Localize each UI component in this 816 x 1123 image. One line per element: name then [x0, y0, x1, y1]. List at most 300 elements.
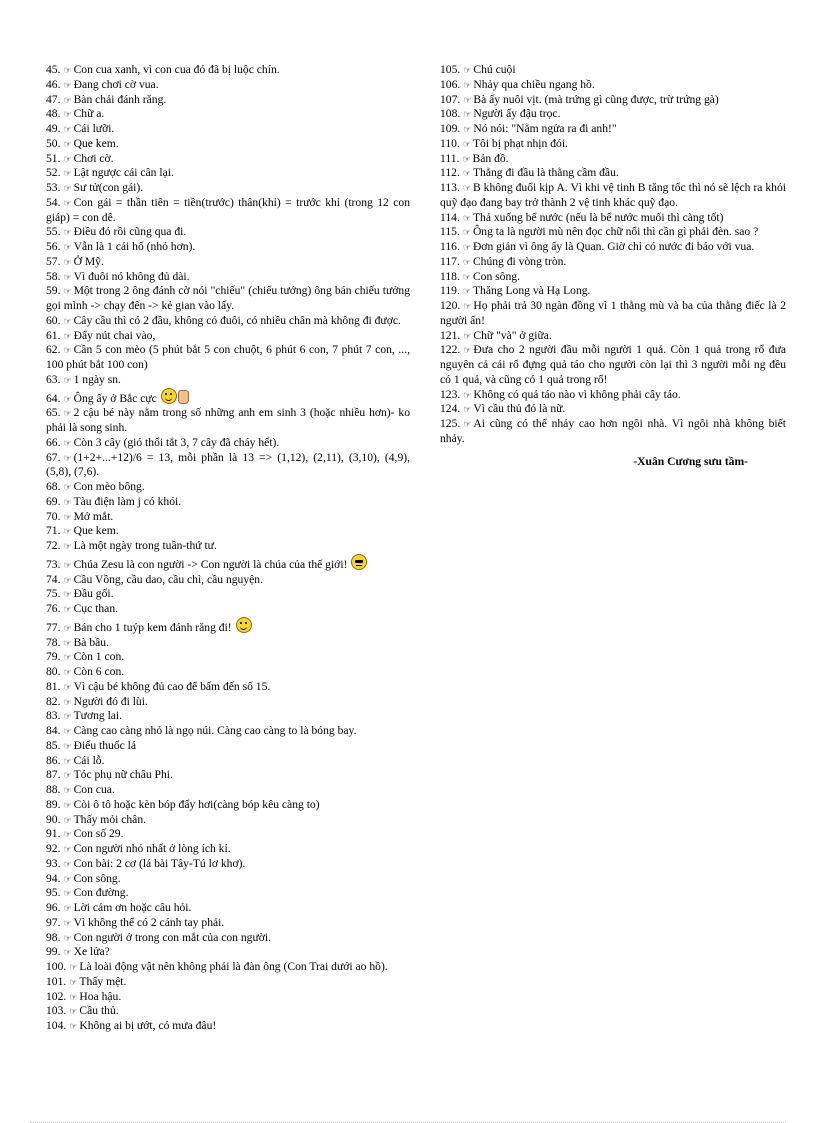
answer-number: 105.: [440, 63, 461, 76]
answer-number: 100.: [46, 960, 67, 973]
pointing-hand-icon: ☞: [63, 844, 72, 854]
answer-text: Đưa cho 2 người đầu mỗi người 1 quả. Còn 1 quả trong rổ đưa nguyên cả cái rổ đựng quả táo cho người còn lại thì 3 người mỗi ng đều có 1 quả, và cũng có 1 quả trong rổ!: [440, 343, 786, 386]
pointing-hand-icon: ☞: [63, 785, 72, 795]
answer-item: [46, 554, 410, 573]
answer-item: [46, 196, 410, 226]
answer-number: 93.: [46, 856, 61, 870]
answer-item: [46, 225, 410, 240]
answer-item: [46, 451, 410, 481]
answer-number: 94.: [46, 871, 61, 885]
answers-column-right: [440, 63, 786, 481]
answer-number: 112.: [440, 166, 460, 180]
pointing-hand-icon: ☞: [63, 94, 72, 105]
answer-number: 69.: [46, 494, 61, 508]
answer-number: 86.: [46, 753, 61, 767]
answer-item: [46, 284, 410, 314]
answer-number: 111.: [440, 151, 460, 165]
answer-number: 108.: [440, 107, 461, 121]
pointing-hand-icon: ☞: [462, 183, 471, 193]
answer-item: [46, 857, 410, 872]
answer-number: 66.: [46, 435, 61, 449]
answer-text: Người đó đi lùi.: [73, 694, 148, 708]
answer-text: Con cua xanh, vì con cua đỏ đã bị luộc chín.: [73, 63, 280, 76]
answer-number: 78.: [46, 635, 61, 649]
pointing-hand-icon: ☞: [63, 197, 72, 208]
answer-item: [46, 602, 410, 617]
answer-number: 70.: [46, 509, 61, 523]
answer-text: Cần 5 con mèo (5 phút bắt 5 con chuột, 6 phút 6 con, 7 phút 7 con, ..., 100 phút bắt 100 con): [46, 343, 410, 371]
answer-item: [46, 166, 410, 181]
answer-text: Con số 29.: [73, 827, 124, 841]
answer-item: [46, 695, 410, 710]
answer-item: [440, 388, 786, 403]
answer-item: [440, 284, 786, 299]
answer-text: Nó nói: "Nằm ngửa ra đi anh!": [473, 122, 617, 135]
thumbs-up-icon: [178, 390, 189, 404]
answer-number: 83.: [46, 709, 61, 723]
answer-number: 125.: [440, 417, 461, 430]
answer-item: [46, 813, 410, 828]
answer-text: Thấy mỏi chân.: [73, 812, 147, 826]
pointing-hand-icon: ☞: [63, 138, 72, 149]
answer-number: 57.: [46, 254, 61, 268]
answer-item: [46, 436, 410, 451]
signature: -Xuân Cương sưu tầm-: [633, 454, 748, 468]
answer-item: [46, 587, 410, 602]
answer-number: 67.: [46, 450, 61, 464]
pointing-hand-icon: ☞: [63, 168, 72, 179]
answer-text: Con người ở trong con mắt của con người.: [73, 930, 272, 944]
answer-number: 115.: [440, 225, 460, 239]
answer-item: [46, 665, 410, 680]
answer-text: Thả xuống bể nước (nếu là bể nước muối thì càng tốt): [472, 210, 724, 224]
answer-item: [46, 63, 410, 78]
answer-number: 106.: [440, 77, 461, 91]
answer-text: Lời cảm ơn hoặc câu hỏi.: [73, 901, 192, 914]
answer-text: Chơi cờ.: [73, 151, 114, 165]
answer-item: [46, 524, 410, 539]
pointing-hand-icon: ☞: [69, 991, 78, 1002]
answer-number: 97.: [46, 915, 61, 929]
answer-item: [440, 402, 786, 417]
answer-number: 68.: [46, 480, 61, 493]
answers-column-left: [46, 63, 410, 1034]
answer-item: [440, 329, 786, 344]
answer-text: Vì cầu thủ đó là nữ.: [473, 402, 566, 416]
answer-item: [440, 240, 786, 255]
answer-item: [46, 827, 410, 842]
answer-text: Điếu thuốc lá: [73, 738, 137, 752]
pointing-hand-icon: ☞: [462, 256, 471, 267]
answer-number: 82.: [46, 694, 61, 708]
pointing-hand-icon: ☞: [63, 79, 72, 90]
answer-text: 1 ngày sn.: [73, 372, 121, 386]
answer-text: Thằng đi đầu là thằng cầm đầu.: [472, 166, 619, 180]
answer-number: 96.: [46, 901, 61, 914]
answer-number: 124.: [440, 402, 461, 416]
answer-number: 72.: [46, 539, 61, 552]
answer-text: Cục than.: [73, 602, 119, 615]
pointing-hand-icon: ☞: [63, 888, 72, 899]
pointing-hand-icon: ☞: [63, 109, 72, 120]
answer-item: [440, 137, 786, 152]
pointing-hand-icon: ☞: [63, 829, 72, 840]
answer-text: Cầu Vồng, cầu dao, cầu chì, cầu nguyện.: [73, 572, 263, 586]
pointing-hand-icon: ☞: [63, 858, 72, 869]
answer-number: 79.: [46, 650, 61, 664]
answer-number: 52.: [46, 166, 61, 180]
pointing-hand-icon: ☞: [63, 408, 72, 419]
answer-number: 49.: [46, 122, 61, 135]
answer-number: 98.: [46, 930, 61, 944]
answer-text: Là một ngày trong tuần-thứ tư.: [73, 539, 217, 552]
pointing-hand-icon: ☞: [462, 227, 471, 238]
answer-text: Cái lỗ.: [73, 753, 105, 767]
answer-text: Còn 1 con.: [73, 650, 125, 664]
answer-number: 62.: [46, 343, 61, 357]
answer-item: [440, 63, 786, 78]
answer-item: [46, 768, 410, 783]
answer-item: [46, 480, 410, 495]
answer-text: Ở Mỹ.: [73, 254, 104, 268]
pointing-hand-icon: ☞: [63, 452, 72, 463]
pointing-hand-icon: ☞: [463, 124, 472, 134]
answer-text: Ông ta là người mù nên đọc chữ nổi thì cần gì phải đèn. sao ?: [472, 225, 759, 239]
answer-number: 50.: [46, 136, 61, 150]
pointing-hand-icon: ☞: [463, 404, 472, 415]
answer-item: [46, 916, 410, 931]
answer-number: 59.: [46, 284, 61, 298]
pointing-hand-icon: ☞: [463, 419, 472, 429]
pointing-hand-icon: ☞: [463, 94, 472, 105]
answer-text: Tóc phụ nữ châu Phi.: [73, 768, 173, 782]
answer-item: [46, 573, 410, 588]
answer-text: Chú cuội: [473, 63, 516, 76]
pointing-hand-icon: ☞: [63, 153, 72, 164]
answer-number: 102.: [46, 989, 67, 1003]
answer-text: Còn 3 cây (gió thổi tắt 3, 7 cây đã cháy hết).: [73, 435, 280, 449]
answer-number: 74.: [46, 572, 61, 586]
answer-item: [440, 78, 786, 93]
answer-text: Chúa Zesu là con người -> Con người là chúa của thế giới!: [73, 557, 348, 571]
answer-number: 104.: [46, 1019, 67, 1032]
answer-item: [440, 417, 786, 447]
answer-item: [440, 166, 786, 181]
answer-number: 60.: [46, 313, 61, 327]
answer-number: 95.: [46, 886, 61, 900]
answer-item: [46, 754, 410, 769]
answer-text: Điều đó rồi cũng qua đi.: [73, 225, 187, 239]
answer-number: 109.: [440, 122, 461, 135]
answer-item: [440, 225, 786, 240]
answer-number: 77.: [46, 620, 61, 634]
answer-text: Que kem.: [73, 524, 119, 538]
answer-number: 123.: [440, 387, 461, 401]
answer-number: 116.: [440, 240, 460, 253]
pointing-hand-icon: ☞: [63, 755, 72, 766]
answer-text: Một trong 2 ông đánh cờ nói "chiếu" (chiếu tướng) ông bán chiếu tưởng gọi mình -> chạy đến -> kẻ gian vào lấy.: [46, 284, 410, 312]
answer-text: Họ phải trả 30 ngàn đồng vì 1 thằng mù và ba của thằng điếc là 2 người ấn!: [440, 299, 786, 327]
answer-item: [440, 270, 786, 285]
answer-number: 55.: [46, 225, 61, 239]
answer-item: [46, 78, 410, 93]
answer-item: [440, 122, 786, 137]
pointing-hand-icon: ☞: [63, 541, 72, 551]
answer-text: Con đường.: [73, 886, 129, 900]
pointing-hand-icon: ☞: [63, 917, 72, 928]
answer-text: Còn 6 con.: [73, 665, 125, 678]
answer-item: [440, 211, 786, 226]
pointing-hand-icon: ☞: [63, 511, 72, 522]
answer-text: 2 cậu bé này nằm trong số những anh em sinh 3 (hoặc nhiều hơn)- ko phải là song sinh.: [46, 406, 410, 434]
answer-text: Bàn chải đánh răng.: [73, 92, 167, 106]
pointing-hand-icon: ☞: [63, 667, 72, 677]
answer-text: Que kem.: [73, 136, 119, 150]
answer-number: 121.: [440, 328, 461, 342]
pointing-hand-icon: ☞: [69, 1006, 78, 1017]
pointing-hand-icon: ☞: [63, 814, 72, 825]
pointing-hand-icon: ☞: [63, 345, 72, 356]
pointing-hand-icon: ☞: [463, 389, 472, 400]
answer-item: [440, 299, 786, 329]
answer-text: Bản đồ.: [472, 151, 509, 165]
answer-text: Xe lửa?: [73, 945, 110, 959]
answer-item: [46, 617, 410, 636]
pointing-hand-icon: ☞: [63, 770, 72, 781]
answer-text: Con mèo bông.: [73, 480, 145, 493]
answer-item: [46, 798, 410, 813]
pointing-hand-icon: ☞: [462, 271, 471, 282]
pointing-hand-icon: ☞: [63, 622, 72, 633]
answer-text: Thấy mệt.: [79, 974, 127, 988]
pointing-hand-icon: ☞: [462, 212, 471, 223]
answer-text: Con bài: 2 cơ (lá bài Tây-Tú lơ khơ).: [73, 856, 246, 870]
pointing-hand-icon: ☞: [63, 374, 72, 385]
answer-item: [46, 1004, 410, 1019]
answer-text: Cầu thủ.: [79, 1004, 119, 1018]
pointing-hand-icon: ☞: [63, 526, 72, 537]
answer-item: [46, 93, 410, 108]
answer-item: [440, 255, 786, 270]
pointing-hand-icon: ☞: [63, 315, 72, 326]
answer-number: 65.: [46, 406, 61, 420]
answer-text: Bà ấy nuôi vịt. (mà trứng gì cũng được, trừ trứng gà): [473, 92, 719, 106]
answer-number: 61.: [46, 328, 61, 342]
answer-number: 118.: [440, 269, 460, 283]
pointing-hand-icon: ☞: [63, 604, 72, 614]
pointing-hand-icon: ☞: [63, 652, 72, 663]
answer-text: Mở mắt.: [73, 509, 114, 523]
answer-item: [46, 724, 410, 739]
answer-item: [46, 510, 410, 525]
answer-number: 46.: [46, 77, 61, 91]
answer-text: Càng cao càng nhỏ là ngọ núi. Càng cao càng to là bóng bay.: [73, 724, 357, 737]
answer-text: Cây cầu thì có 2 đầu, không có đuôi, có nhiều chân mà không đi được.: [73, 313, 401, 327]
answer-item: [46, 122, 410, 137]
answer-number: 117.: [440, 254, 460, 268]
pointing-hand-icon: ☞: [63, 873, 72, 884]
pointing-hand-icon: ☞: [63, 330, 72, 341]
answer-item: [46, 181, 410, 196]
answer-text: Ai cũng có thể nhảy cao hơn ngôi nhà. Vì ngôi nhà không biết nhảy.: [440, 417, 786, 445]
answer-number: 107.: [440, 92, 461, 106]
answer-number: 48.: [46, 107, 61, 121]
answer-item: [440, 152, 786, 167]
pointing-hand-icon: ☞: [63, 437, 72, 448]
answer-number: 91.: [46, 827, 61, 841]
answer-number: 58.: [46, 269, 61, 283]
answer-text: Hoa hậu.: [79, 989, 122, 1003]
answer-number: 75.: [46, 587, 61, 601]
answer-item: [440, 181, 786, 211]
pointing-hand-icon: ☞: [63, 124, 72, 134]
pointing-hand-icon: ☞: [462, 138, 471, 149]
answer-number: 53.: [46, 181, 61, 194]
answer-item: [46, 990, 410, 1005]
answer-text: Con sông.: [472, 269, 520, 283]
answer-text: Cái lưỡi.: [73, 122, 115, 135]
answer-number: 92.: [46, 842, 61, 855]
answer-item: [46, 388, 410, 407]
answer-number: 54.: [46, 195, 61, 209]
pointing-hand-icon: ☞: [463, 109, 472, 120]
pointing-hand-icon: ☞: [63, 903, 72, 913]
pointing-hand-icon: ☞: [63, 947, 72, 958]
pointing-hand-icon: ☞: [462, 168, 471, 179]
answer-text: B không đuổi kịp A. Vì khi vệ tinh B tăng tốc thì nó sẽ lệch ra khỏi quỹ đạo đang bay trở thành 2 vệ tinh khác quỹ đạo.: [440, 181, 786, 209]
answer-number: 73.: [46, 557, 61, 571]
answer-text: Chúng đi vòng tròn.: [472, 254, 567, 268]
pointing-hand-icon: ☞: [63, 393, 72, 404]
answer-number: 87.: [46, 768, 61, 782]
answer-item: [46, 901, 410, 916]
pointing-hand-icon: ☞: [63, 559, 72, 570]
answer-number: 76.: [46, 602, 61, 615]
answer-text: Con cua.: [73, 783, 115, 796]
winking-smiley-icon: [161, 388, 177, 404]
answer-item: [46, 680, 410, 695]
answer-item: [46, 636, 410, 651]
answer-number: 114.: [440, 210, 460, 224]
answer-number: 119.: [440, 284, 460, 298]
answer-text: Chữ "và" ở giữa.: [473, 328, 552, 342]
answer-number: 81.: [46, 679, 61, 693]
answer-item: [46, 406, 410, 436]
answer-item: [46, 329, 410, 344]
answer-text: Lật ngược cái cân lại.: [73, 166, 174, 180]
pointing-hand-icon: ☞: [63, 711, 72, 722]
pointing-hand-icon: ☞: [63, 183, 72, 193]
answer-text: (1+2+...+12)/6 = 13, mỗi phần là 13 => (1,12), (2,11), (3,10), (4,9), (5,8), (7,6).: [46, 450, 410, 479]
answer-item: [440, 93, 786, 108]
answer-number: 51.: [46, 151, 61, 165]
answer-number: 101.: [46, 974, 67, 988]
answer-item: [46, 960, 410, 975]
answer-text: Thăng Long và Hạ Long.: [472, 284, 591, 298]
answer-number: 110.: [440, 136, 460, 150]
answer-item: [46, 343, 410, 373]
sunglasses-smiley-icon: [351, 554, 367, 570]
answer-item: [46, 270, 410, 285]
answer-text: Tôi bị phạt nhịn đói.: [472, 136, 568, 150]
pointing-hand-icon: ☞: [462, 153, 471, 164]
pointing-hand-icon: ☞: [63, 799, 72, 810]
answer-text: Đơn giản vì ông ấy là Quan. Giờ chỉ có nước đi báo với vua.: [472, 240, 755, 253]
pointing-hand-icon: ☞: [63, 286, 72, 297]
answer-item: [440, 107, 786, 122]
answer-number: 99.: [46, 945, 61, 959]
answer-item: [46, 495, 410, 510]
answer-text: Con người nhỏ nhất ở lòng ích kỉ.: [73, 842, 231, 855]
answer-item: [46, 783, 410, 798]
answer-text: Con gái = thần tiên = tiền(trước) thân(khỉ) = trước khỉ (trong 12 con giáp) = con dê.: [46, 195, 410, 224]
pointing-hand-icon: ☞: [63, 681, 72, 692]
answer-item: [46, 650, 410, 665]
pointing-hand-icon: ☞: [63, 256, 72, 267]
pointing-hand-icon: ☞: [462, 242, 471, 252]
answer-item: [46, 945, 410, 960]
answer-number: 80.: [46, 665, 61, 678]
answer-item: [46, 107, 410, 122]
pointing-hand-icon: ☞: [69, 962, 78, 972]
answer-number: 63.: [46, 372, 61, 386]
answer-item: [46, 739, 410, 754]
pointing-hand-icon: ☞: [63, 589, 72, 600]
answer-item: [46, 137, 410, 152]
answer-text: Vì cậu bé không đủ cao để bấm đến số 15.: [73, 679, 271, 693]
answer-number: 88.: [46, 783, 61, 796]
pointing-hand-icon: ☞: [63, 271, 72, 282]
answer-text: Đang chơi cờ vua.: [73, 77, 159, 91]
answer-number: 113.: [440, 181, 460, 194]
answer-item: [46, 1019, 410, 1034]
pointing-hand-icon: ☞: [63, 726, 72, 736]
answer-number: 122.: [440, 343, 461, 357]
pointing-hand-icon: ☞: [463, 301, 472, 311]
pointing-hand-icon: ☞: [463, 65, 472, 75]
pointing-hand-icon: ☞: [63, 242, 72, 252]
answer-number: 56.: [46, 240, 61, 253]
answer-text: Bà bầu.: [73, 635, 109, 649]
answer-item: [46, 931, 410, 946]
answer-item: [440, 343, 786, 387]
answer-item: [46, 314, 410, 329]
answer-text: Tương lai.: [73, 709, 123, 723]
answer-text: Còi ô tô hoặc kèn bóp đẩy hơi(càng bóp kêu càng to): [73, 797, 320, 811]
pointing-hand-icon: ☞: [63, 696, 72, 707]
pointing-hand-icon: ☞: [63, 574, 72, 585]
answer-item: [46, 872, 410, 887]
answer-text: Bán cho 1 tuýp kem đánh răng đi!: [73, 620, 232, 634]
answer-number: 85.: [46, 738, 61, 752]
pointing-hand-icon: ☞: [63, 740, 72, 751]
answer-text: Nhảy qua chiều ngang hồ.: [473, 77, 595, 91]
answer-text: Sư tử(con gái).: [73, 181, 144, 194]
answer-number: 120.: [440, 299, 461, 312]
answer-number: 89.: [46, 797, 61, 811]
winking-smiley-icon: [236, 617, 252, 633]
answer-item: [46, 373, 410, 388]
answer-text: Con sông.: [73, 871, 121, 885]
pointing-hand-icon: ☞: [63, 482, 72, 492]
answer-text: Vì không thể có 2 cánh tay phải.: [73, 915, 225, 929]
answer-text: Vẫn là 1 cái hố (nhỏ hơn).: [73, 240, 196, 253]
pointing-hand-icon: ☞: [63, 227, 72, 238]
answer-text: Vì đuôi nó không đủ dài.: [73, 269, 190, 283]
pointing-hand-icon: ☞: [463, 345, 472, 356]
pointing-hand-icon: ☞: [69, 976, 78, 987]
answer-text: Chữ a.: [73, 107, 105, 121]
